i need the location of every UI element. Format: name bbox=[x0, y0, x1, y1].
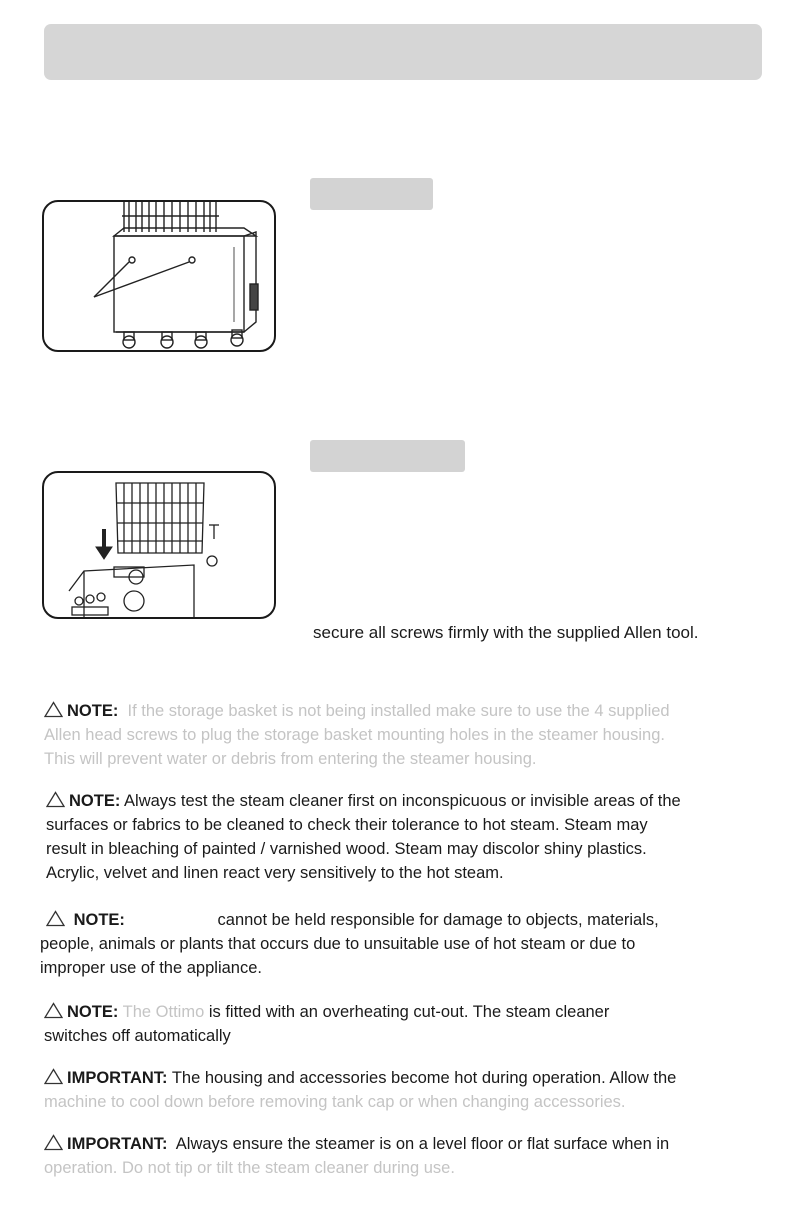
important-level-floor bbox=[44, 1132, 669, 1180]
note-line: machine to cool down before removing tank cap or when changing accessories. bbox=[44, 1093, 626, 1111]
note-label: NOTE: bbox=[69, 792, 121, 810]
note-line: Allen head screws to plug the storage basket mounting holes in the steamer housing. bbox=[44, 726, 665, 744]
warning-triangle-icon bbox=[46, 791, 65, 808]
note-line: people, animals or plants that occurs due to unsuitable use of hot steam or due to bbox=[40, 935, 636, 953]
note-test-surfaces bbox=[46, 789, 681, 885]
secure-screws-text: secure all screws firmly with the supplied Allen tool. bbox=[313, 623, 699, 642]
note-line: If the storage basket is not being installed make sure to use the 4 supplied bbox=[127, 702, 670, 720]
important-label: IMPORTANT: bbox=[67, 1069, 168, 1087]
illustration-basket-install bbox=[42, 471, 276, 619]
note-line: The Ottimo bbox=[122, 1003, 209, 1021]
note-label: NOTE: bbox=[67, 1003, 119, 1021]
step-label-2 bbox=[310, 440, 465, 472]
note-basket-screws bbox=[44, 699, 670, 771]
note-label: NOTE: bbox=[67, 702, 119, 720]
warning-triangle-icon bbox=[44, 701, 63, 718]
note-label: NOTE: bbox=[73, 911, 125, 929]
note-line: Always ensure the steamer is on a level floor or flat surface when in bbox=[175, 1135, 670, 1153]
note-line: result in bleaching of painted / varnished wood. Steam may discolor shiny plastics. bbox=[46, 840, 647, 858]
warning-triangle-icon bbox=[46, 910, 65, 927]
warning-triangle-icon bbox=[44, 1134, 63, 1151]
warning-triangle-icon bbox=[44, 1002, 63, 1019]
note-liability bbox=[40, 908, 659, 980]
note-line: Always test the steam cleaner first on inconspicuous or invisible areas of the bbox=[124, 792, 681, 810]
warning-triangle-icon bbox=[44, 1068, 63, 1085]
note-line: The housing and accessories become hot during operation. Allow the bbox=[171, 1069, 677, 1087]
important-label: IMPORTANT: bbox=[67, 1135, 168, 1153]
note-line: surfaces or fabrics to be cleaned to check their tolerance to hot steam. Steam may bbox=[46, 816, 648, 834]
step-label-1 bbox=[310, 178, 433, 210]
note-line: is fitted with an overheating cut-out. The steam cleaner bbox=[208, 1003, 610, 1021]
note-line: This will prevent water or debris from entering the steamer housing. bbox=[44, 750, 537, 768]
note-line: Acrylic, velvet and linen react very sensitively to the hot steam. bbox=[46, 864, 504, 882]
header-bar bbox=[44, 24, 762, 80]
note-line: improper use of the appliance. bbox=[40, 959, 262, 977]
note-line: operation. Do not tip or tilt the steam cleaner during use. bbox=[44, 1159, 455, 1177]
note-line: switches off automatically bbox=[44, 1027, 231, 1045]
note-overheating bbox=[44, 1000, 609, 1048]
important-hot-housing bbox=[44, 1066, 676, 1114]
note-line: cannot be held responsible for damage to objects, materials, bbox=[217, 911, 659, 929]
illustration-screws bbox=[42, 200, 276, 352]
